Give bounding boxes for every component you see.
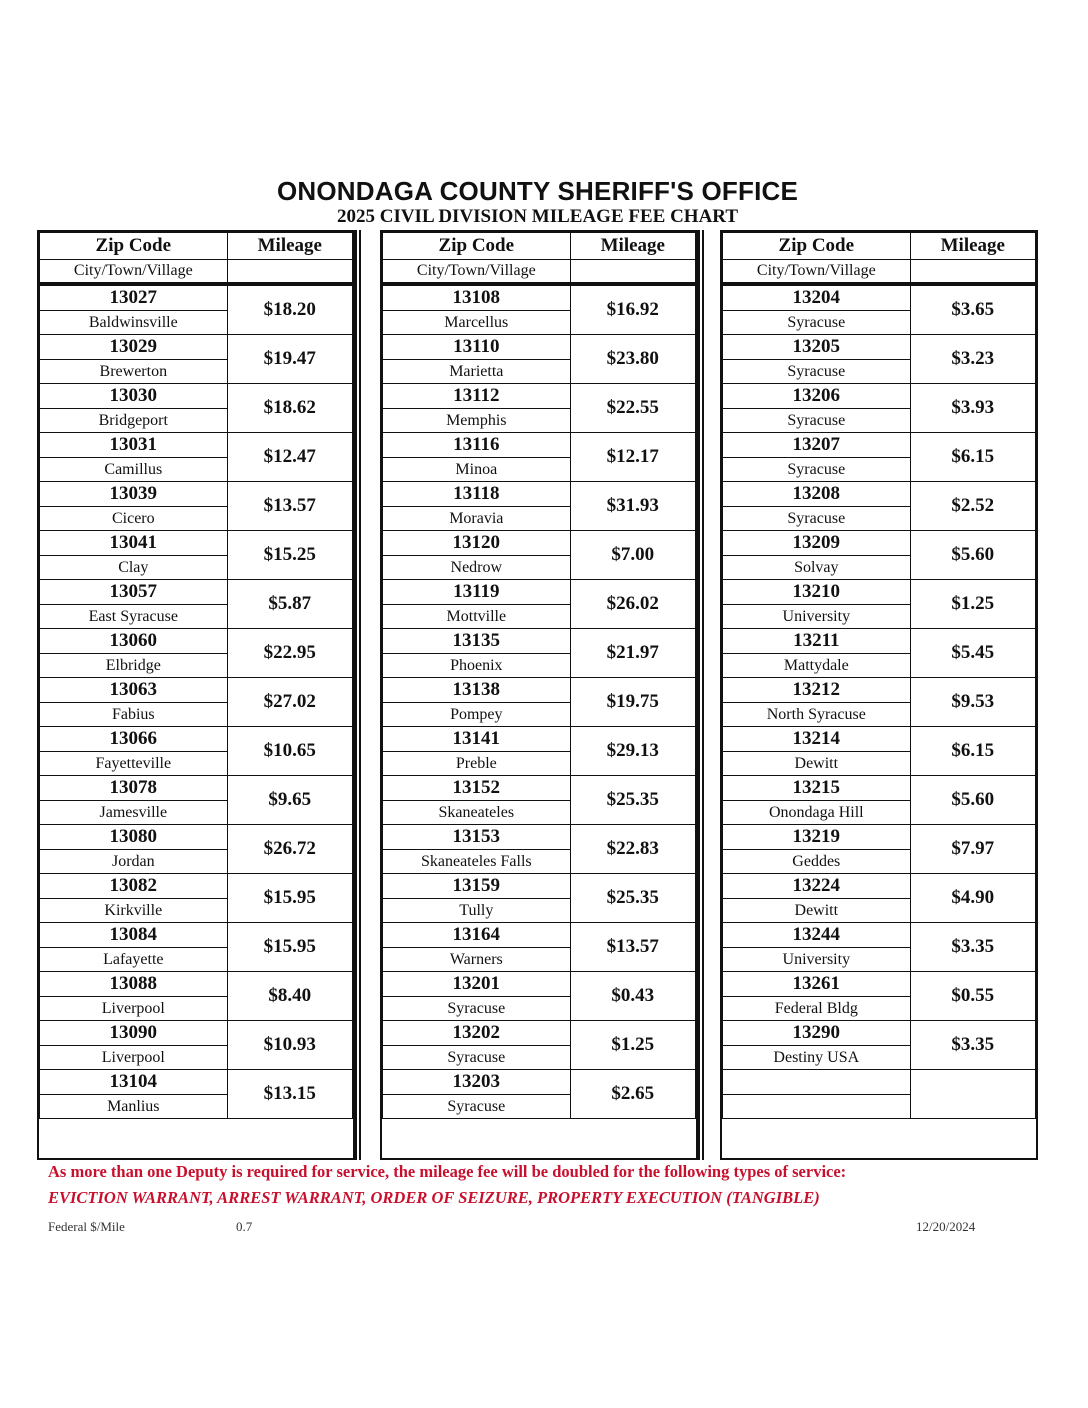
zip-code-cell: 13209 [723,531,911,556]
fee-table-column-2 [380,230,698,1160]
mileage-fee-cell: $5.45 [910,629,1035,678]
zip-code-cell: 13027 [40,286,228,311]
zip-code-cell: 13108 [383,286,571,311]
city-cell: University [723,605,911,629]
city-cell: Baldwinsville [40,311,228,335]
zip-code-cell: 13261 [723,972,911,997]
mileage-fee-cell: $5.60 [910,531,1035,580]
page-subtitle: 2025 CIVIL DIVISION MILEAGE FEE CHART [336,206,739,227]
zip-code-cell: 13063 [40,678,228,703]
mileage-fee-cell: $25.35 [570,874,695,923]
city-cell: Syracuse [723,507,911,531]
city-cell: Camillus [40,458,228,482]
fee-table-column-3 [720,230,1038,1160]
mileage-fee-cell: $13.15 [227,1070,352,1119]
mileage-fee-cell: $3.35 [910,923,1035,972]
mileage-fee-cell: $3.93 [910,384,1035,433]
city-cell: Jordan [40,850,228,874]
zip-code-cell: 13057 [40,580,228,605]
city-cell: East Syracuse [40,605,228,629]
zip-code-cell: 13203 [383,1070,571,1095]
zip-code-cell: 13104 [40,1070,228,1095]
mileage-fee-cell: $0.55 [910,972,1035,1021]
city-cell: Mottville [383,605,571,629]
zip-code-cell: 13201 [383,972,571,997]
zip-code-cell: 13029 [40,335,228,360]
city-cell: Elbridge [40,654,228,678]
mileage-fee-cell: $5.60 [910,776,1035,825]
city-cell: Cicero [40,507,228,531]
city-cell: Skaneateles [383,801,571,825]
city-cell: Dewitt [723,752,911,776]
mileage-fee-cell: $25.35 [570,776,695,825]
city-cell: North Syracuse [723,703,911,727]
zip-code-cell: 13202 [383,1021,571,1046]
mileage-fee-cell: $22.83 [570,825,695,874]
mileage-header: Mileage [570,233,695,260]
zip-code-cell: 13152 [383,776,571,801]
mileage-fee-cell: $2.52 [910,482,1035,531]
city-cell: Skaneateles Falls [383,850,571,874]
city-cell: Tully [383,899,571,923]
mileage-fee-cell: $16.92 [570,286,695,335]
mileage-fee-cell: $10.93 [227,1021,352,1070]
zip-code-cell: 13212 [723,678,911,703]
zip-code-cell: 13119 [383,580,571,605]
zip-code-cell: 13211 [723,629,911,654]
page-title: ONONDAGA COUNTY SHERIFF'S OFFICE [276,176,799,206]
city-cell: Memphis [383,409,571,433]
zip-code-cell: 13206 [723,384,911,409]
city-cell: Manlius [40,1095,228,1119]
zip-code-cell: 13039 [40,482,228,507]
city-cell: Syracuse [723,409,911,433]
mileage-fee-cell: $0.43 [570,972,695,1021]
zip-code-cell: 13030 [40,384,228,409]
zip-code-cell: 13210 [723,580,911,605]
city-cell: Dewitt [723,899,911,923]
city-cell: Nedrow [383,556,571,580]
mileage-fee-cell: $3.23 [910,335,1035,384]
city-cell: Minoa [383,458,571,482]
zip-code-header: Zip Code [383,233,571,260]
mileage-fee-cell: $19.47 [227,335,352,384]
city-cell: Jamesville [40,801,228,825]
zip-code-cell: 13205 [723,335,911,360]
mileage-fee-cell: $12.17 [570,433,695,482]
city-cell: Fabius [40,703,228,727]
zip-code-cell: 13080 [40,825,228,850]
mileage-fee-cell: $9.65 [227,776,352,825]
city-cell: University [723,948,911,972]
mileage-fee-cell: $27.02 [227,678,352,727]
revision-date: 12/20/2024 [916,1219,976,1234]
city-cell: Clay [40,556,228,580]
city-cell: Kirkville [40,899,228,923]
city-cell: Syracuse [723,311,911,335]
zip-code-cell: 13215 [723,776,911,801]
zip-code-cell: 13088 [40,972,228,997]
city-cell: Onondaga Hill [723,801,911,825]
zip-code-cell: 13138 [383,678,571,703]
mileage-fee-cell: $18.20 [227,286,352,335]
mileage-fee-cell: $3.35 [910,1021,1035,1070]
zip-code-cell: 13207 [723,433,911,458]
city-header: City/Town/Village [383,260,571,284]
city-cell: Bridgeport [40,409,228,433]
federal-rate-value: 0.7 [236,1219,253,1234]
zip-code-cell: 13066 [40,727,228,752]
city-cell: Brewerton [40,360,228,384]
zip-code-cell: 13090 [40,1021,228,1046]
zip-code-cell: 13031 [40,433,228,458]
city-cell: Syracuse [723,360,911,384]
city-cell: Syracuse [723,458,911,482]
zip-code-cell [723,1070,911,1095]
zip-code-cell: 13078 [40,776,228,801]
city-cell: Federal Bldg [723,997,911,1021]
zip-code-cell: 13135 [383,629,571,654]
zip-code-cell: 13041 [40,531,228,556]
mileage-header: Mileage [910,233,1035,260]
city-cell: Syracuse [383,1095,571,1119]
mileage-fee-cell: $1.25 [910,580,1035,629]
mileage-fee-cell: $29.13 [570,727,695,776]
fee-table-column-1 [37,230,355,1160]
city-cell: Preble [383,752,571,776]
service-types-notice: EVICTION WARRANT, ARREST WARRANT, ORDER OF SEIZURE, PROPERTY EXECUTION (TANGIBLE) [48,1188,820,1207]
mileage-fee-cell: $2.65 [570,1070,695,1119]
zip-code-cell: 13082 [40,874,228,899]
zip-code-cell: 13112 [383,384,571,409]
zip-code-cell: 13214 [723,727,911,752]
mileage-fee-cell [910,1070,1035,1119]
mileage-fee-cell: $22.55 [570,384,695,433]
mileage-fee-cell: $3.65 [910,286,1035,335]
mileage-fee-cell: $13.57 [570,923,695,972]
zip-code-cell: 13164 [383,923,571,948]
city-cell: Syracuse [383,997,571,1021]
column-divider [355,230,361,1160]
mileage-fee-cell: $5.87 [227,580,352,629]
mileage-fee-cell: $6.15 [910,433,1035,482]
city-cell: Phoenix [383,654,571,678]
city-cell [723,1095,911,1119]
mileage-fee-cell: $10.65 [227,727,352,776]
doubling-notice: As more than one Deputy is required for service, the mileage fee will be doubled for the following types of service: [48,1162,847,1181]
federal-rate-label: Federal $/Mile [48,1219,125,1234]
city-cell: Geddes [723,850,911,874]
mileage-fee-cell: $12.47 [227,433,352,482]
mileage-fee-cell: $15.25 [227,531,352,580]
zip-code-cell: 13060 [40,629,228,654]
city-cell: Solvay [723,556,911,580]
zip-code-header: Zip Code [40,233,228,260]
column-divider [698,230,704,1160]
mileage-fee-cell: $8.40 [227,972,352,1021]
mileage-fee-cell: $26.02 [570,580,695,629]
city-cell: Marcellus [383,311,571,335]
zip-code-cell: 13141 [383,727,571,752]
zip-code-cell: 13118 [383,482,571,507]
mileage-fee-cell: $31.93 [570,482,695,531]
zip-code-cell: 13244 [723,923,911,948]
zip-code-cell: 13159 [383,874,571,899]
zip-code-cell: 13224 [723,874,911,899]
mileage-fee-cell: $21.97 [570,629,695,678]
city-cell: Moravia [383,507,571,531]
mileage-fee-cell: $13.57 [227,482,352,531]
zip-code-cell: 13204 [723,286,911,311]
mileage-fee-cell: $7.00 [570,531,695,580]
city-cell: Pompey [383,703,571,727]
zip-code-cell: 13219 [723,825,911,850]
mileage-fee-cell: $9.53 [910,678,1035,727]
mileage-fee-cell: $23.80 [570,335,695,384]
mileage-fee-cell: $18.62 [227,384,352,433]
zip-code-cell: 13120 [383,531,571,556]
city-cell: Syracuse [383,1046,571,1070]
city-header: City/Town/Village [723,260,911,284]
city-cell: Marietta [383,360,571,384]
mileage-fee-cell: $1.25 [570,1021,695,1070]
mileage-fee-cell: $7.97 [910,825,1035,874]
city-cell: Warners [383,948,571,972]
mileage-fee-cell: $19.75 [570,678,695,727]
zip-code-cell: 13084 [40,923,228,948]
city-cell: Destiny USA [723,1046,911,1070]
mileage-fee-cell: $15.95 [227,874,352,923]
city-cell: Mattydale [723,654,911,678]
mileage-fee-cell: $26.72 [227,825,352,874]
mileage-fee-cell: $15.95 [227,923,352,972]
zip-code-cell: 13208 [723,482,911,507]
mileage-fee-cell: $22.95 [227,629,352,678]
city-cell: Fayetteville [40,752,228,776]
zip-code-header: Zip Code [723,233,911,260]
zip-code-cell: 13116 [383,433,571,458]
city-cell: Lafayette [40,948,228,972]
zip-code-cell: 13153 [383,825,571,850]
mileage-fee-cell: $6.15 [910,727,1035,776]
zip-code-cell: 13290 [723,1021,911,1046]
mileage-fee-cell: $4.90 [910,874,1035,923]
city-cell: Liverpool [40,1046,228,1070]
mileage-header: Mileage [227,233,352,260]
city-cell: Liverpool [40,997,228,1021]
city-header: City/Town/Village [40,260,228,284]
zip-code-cell: 13110 [383,335,571,360]
